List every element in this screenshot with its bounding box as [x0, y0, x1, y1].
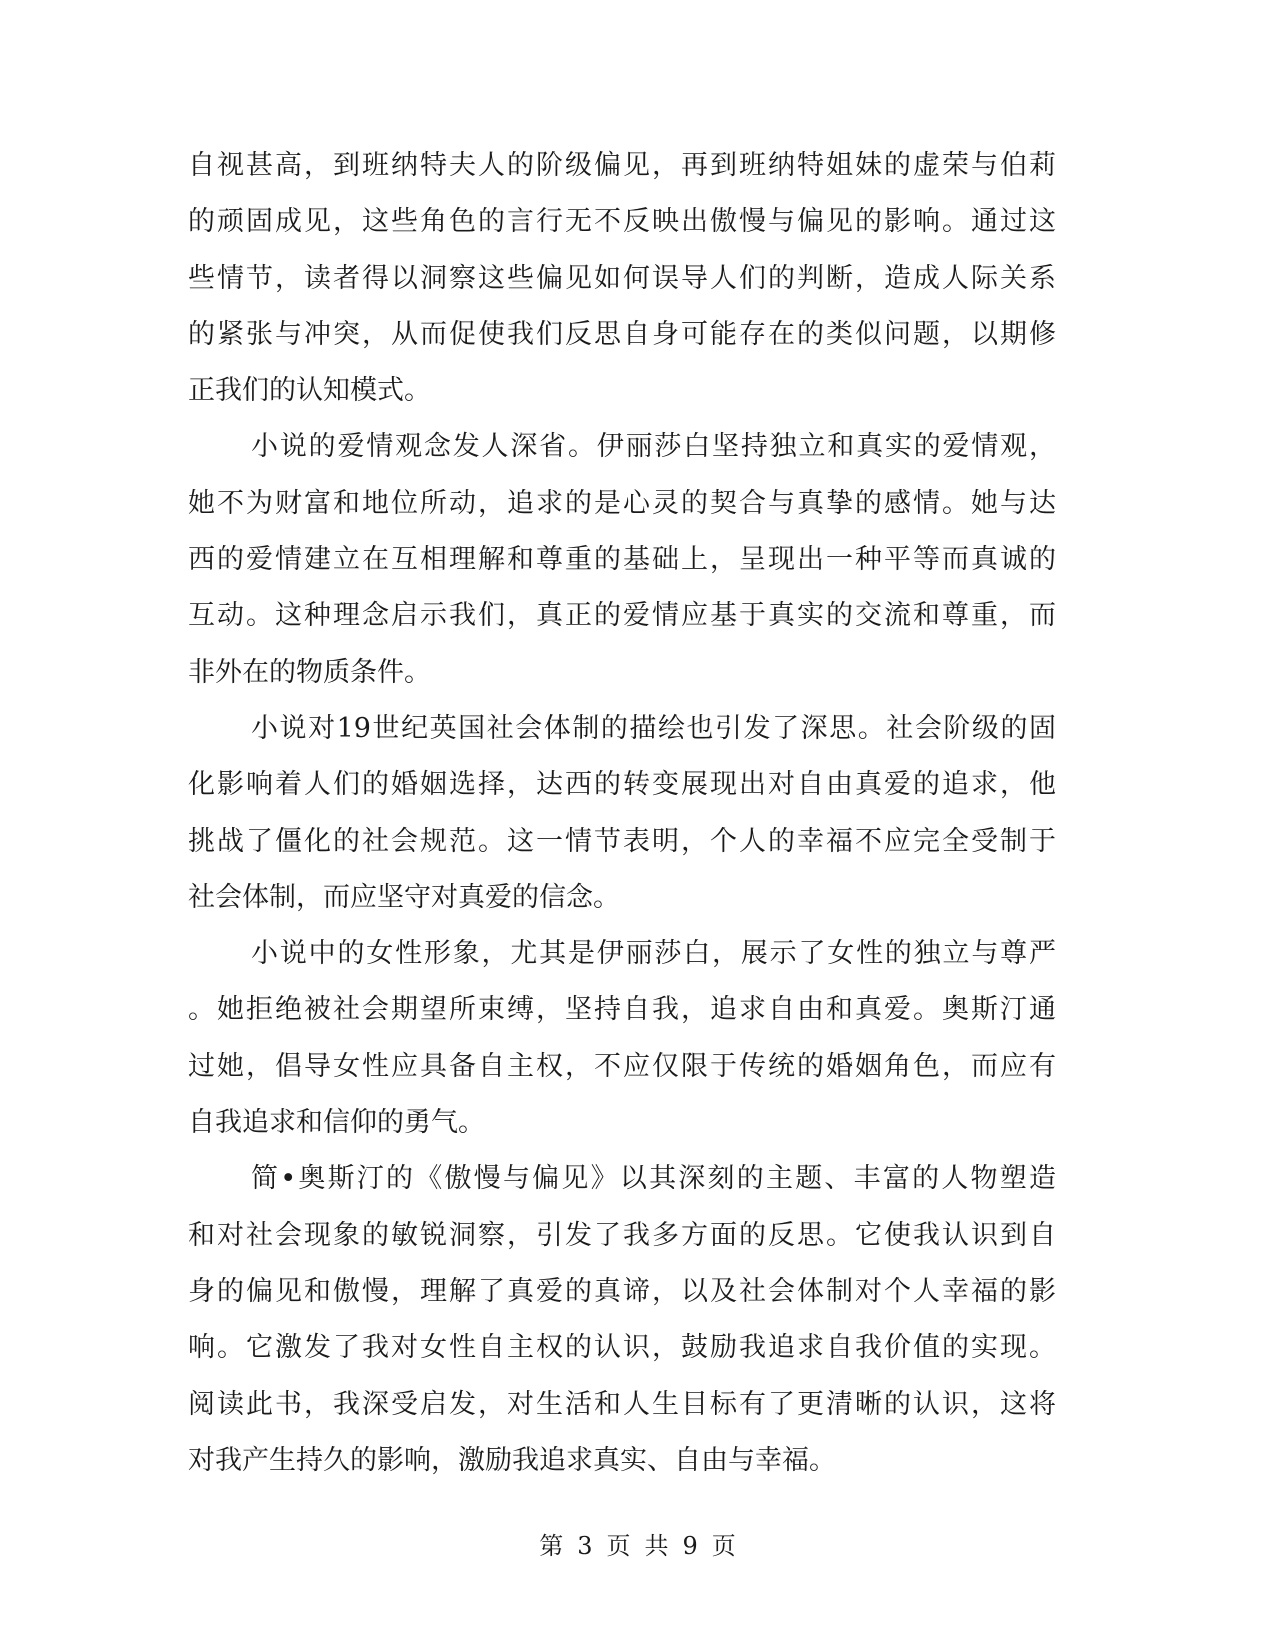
page-footer: [0, 1530, 1275, 1562]
footer-total-pages: 9: [682, 1532, 698, 1560]
text-line: 小说的爱情观念发人深省。伊丽莎白坚持独立和真实的爱情观，: [251, 431, 1056, 463]
text-line: 挑战了僵化的社会规范。这一情节表明，个人的幸福不应完全受制于: [188, 825, 1056, 857]
text-line: 阅读此书，我深受启发，对生活和人生目标有了更清晰的认识，这将: [188, 1388, 1056, 1420]
text-line: 社会体制，而应坚守对真爱的信念。: [188, 881, 620, 913]
text-line: 小说中的女性形象，尤其是伊丽莎白，展示了女性的独立与尊严: [251, 938, 1056, 970]
text-line: 身的偏见和傲慢，理解了真爱的真谛，以及社会体制对个人幸福的影: [188, 1275, 1056, 1307]
text-line: 些情节，读者得以洞察这些偏见如何误导人们的判断，造成人际关系: [188, 262, 1056, 294]
text-line: 正我们的认知模式。: [188, 375, 431, 407]
text-line: 她不为财富和地位所动，追求的是心灵的契合与真挚的感情。她与达: [188, 487, 1056, 519]
footer-page-prefix: 第: [539, 1532, 564, 1560]
footer-current-page: 3: [577, 1532, 593, 1560]
text-line: 对我产生持久的影响，激励我追求真实、自由与幸福。: [188, 1444, 836, 1476]
text-line: 化影响着人们的婚姻选择，达西的转变展现出对自由真爱的追求，他: [188, 769, 1056, 801]
text-line: 的紧张与冲突，从而促使我们反思自身可能存在的类似问题，以期修: [188, 318, 1056, 350]
text-line: 自我追求和信仰的勇气。: [188, 1107, 485, 1139]
text-line: 互动。这种理念启示我们，真正的爱情应基于真实的交流和尊重，而: [188, 600, 1056, 632]
text-line: 非外在的物质条件。: [188, 656, 431, 688]
text-line: 简•奥斯汀的《傲慢与偏见》以其深刻的主题、丰富的人物塑造: [251, 1163, 1056, 1195]
text-line: 。她拒绝被社会期望所束缚，坚持自我，追求自由和真爱。奥斯汀通: [188, 994, 1056, 1026]
footer-total-prefix: 共: [644, 1532, 669, 1560]
text-line: 响。它激发了我对女性自主权的认识，鼓励我追求自我价值的实现。: [188, 1332, 1056, 1364]
text-line: 小说对19世纪英国社会体制的描绘也引发了深思。社会阶级的固: [251, 712, 1056, 744]
text-line: 和对社会现象的敏锐洞察，引发了我多方面的反思。它使我认识到自: [188, 1219, 1056, 1251]
body-text: [188, 138, 1056, 1489]
text-line: 过她，倡导女性应具备自主权，不应仅限于传统的婚姻角色，而应有: [188, 1050, 1056, 1082]
footer-total-suffix: 页: [711, 1532, 736, 1560]
footer-page-word: 页: [606, 1532, 631, 1560]
text-line: 自视甚高，到班纳特夫人的阶级偏见，再到班纳特姐妹的虚荣与伯莉: [188, 150, 1056, 181]
text-line: 西的爱情建立在互相理解和尊重的基础上，呈现出一种平等而真诚的: [188, 544, 1056, 576]
text-line: 的顽固成见，这些角色的言行无不反映出傲慢与偏见的影响。通过这: [188, 206, 1056, 238]
